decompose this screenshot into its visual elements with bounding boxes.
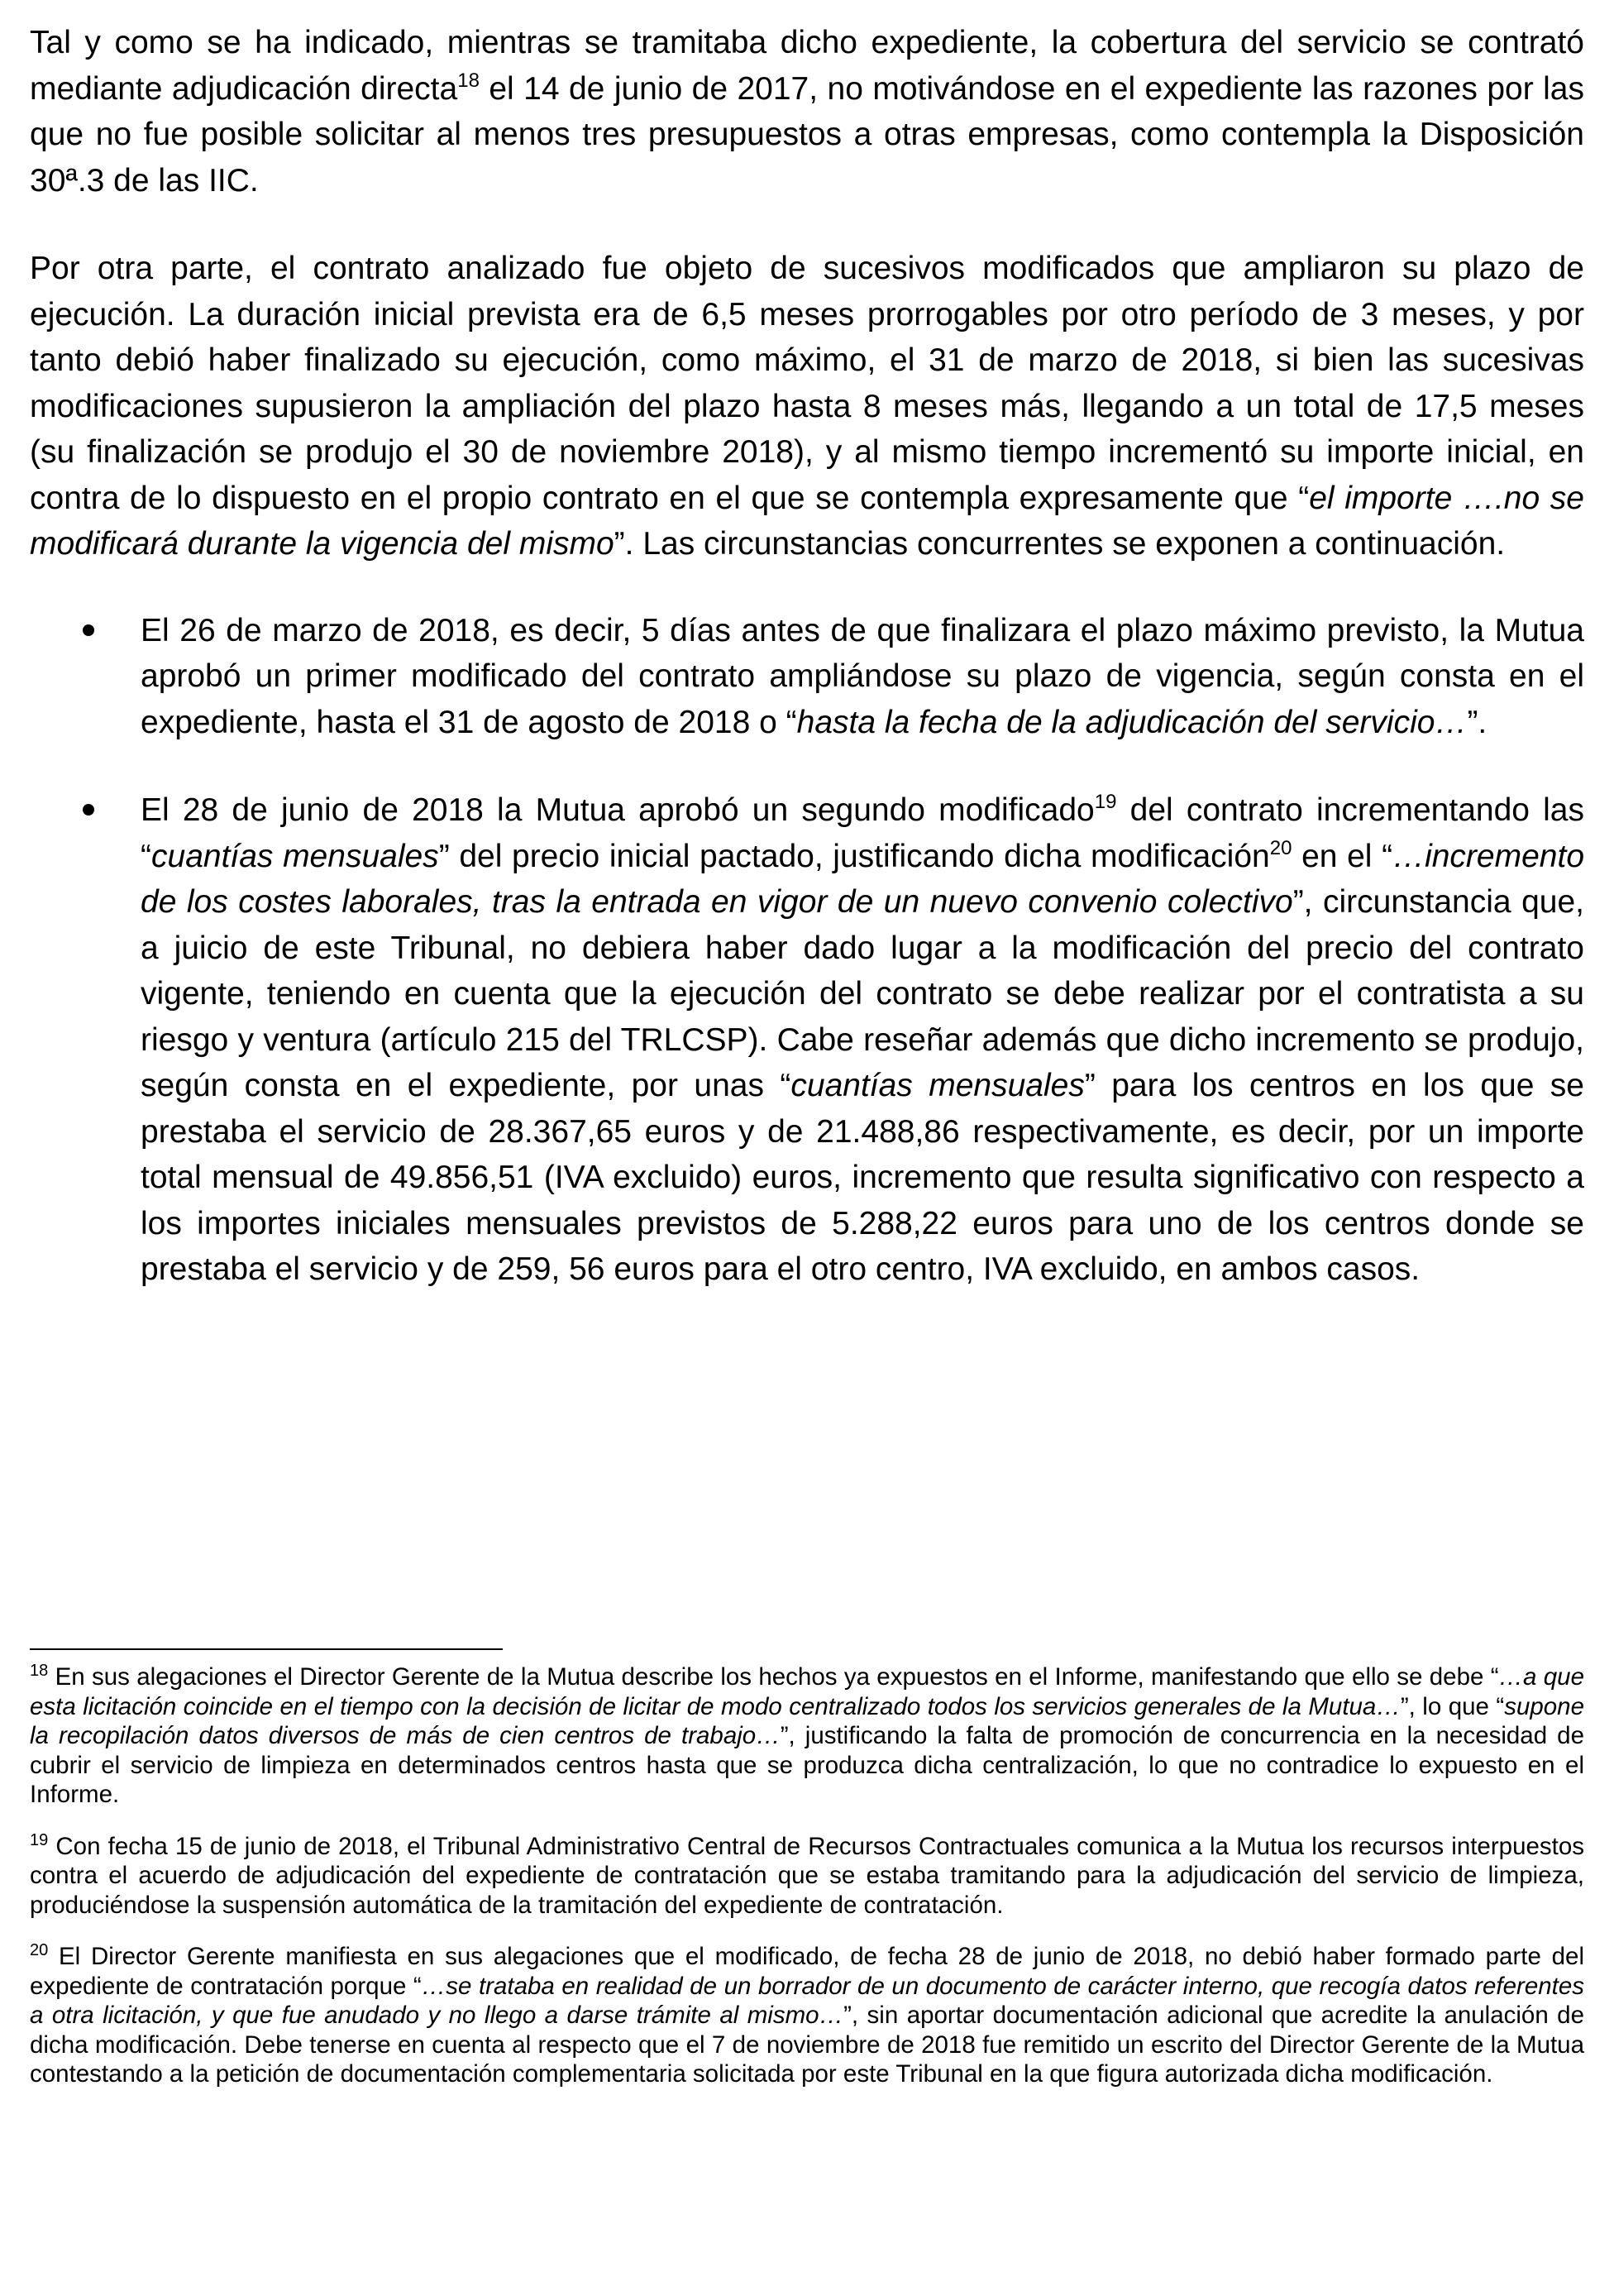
text: Con fecha 15 de junio de 2018, el Tribunal Administrativo Central de Recursos Contractuales comunica a la Mutua los recursos interpuestos contra el acuerdo de adjudicación del expediente de contratación que se estaba tramitando para la adjudicación del servicio de limpieza, produciéndose la suspensión automática de la tramitación del expediente de contratación. — [30, 1832, 1584, 1919]
quote-italic: …a que esta licitación coincide en el tiempo con la decisión de licitar de modo centralizado todos los servicios generales de la Mutua… — [30, 1663, 1584, 1720]
text: ”, circunstancia que, a juicio de este Tribunal, no debiera haber dado lugar a la modificación del precio del contrato vigente, teniendo en cuenta que la ejecución del contrato se debe realizar por el contratista a su riesgo y ventura (artículo 215 del TRLCSP). Cabe reseñar además que dicho incremento se produjo, según consta en el expediente, por unas “ — [141, 884, 1584, 1103]
text: El 28 de junio de 2018 la Mutua aprobó un segundo modificado — [141, 792, 1095, 828]
paragraph-adjudicacion-directa — [30, 20, 1584, 203]
text: el 14 de junio de 2017, no motivándose en el expediente las razones por las que no fue posible solicitar al menos tres presupuestos a otras empresas, como contempla la Disposición 30ª.3 de las IIC. — [30, 70, 1584, 199]
footnote-number: 18 — [30, 1662, 49, 1680]
footnote-ref-18[interactable]: 18 — [457, 69, 480, 92]
text: ”, lo que “ — [1400, 1692, 1505, 1720]
text: Por otra parte, el contrato analizado fue objeto de sucesivos modificados que ampliaron su plazo de ejecución. La duración inicial prevista era de 6,5 meses prorrogables por otro período de 3 meses, y por tanto debió haber finalizado su ejecución, como máximo, el 31 de marzo de 2018, si bien las sucesivas modificaciones supusieron la ampliación del plazo hasta 8 meses más, llegando a un total de 17,5 meses (su finalización se produjo el 30 de noviembre 2018), y al mismo tiempo incrementó su importe inicial, en contra de lo dispuesto en el propio contrato en el que se contempla expresamente que “ — [30, 251, 1584, 516]
document-body — [30, 20, 1584, 1293]
footnotes — [30, 1662, 1584, 2089]
bullet-list — [30, 608, 1584, 1293]
footnote-number: 20 — [30, 1941, 49, 1959]
text: En sus alegaciones el Director Gerente de la Mutua describe los hechos ya expuestos en el Informe, manifestando que ello se debe “ — [48, 1663, 1499, 1691]
quote-italic: cuantías mensuales — [151, 838, 439, 874]
text: El Director Gerente manifiesta en sus alegaciones que el modificado, de fecha 28 de junio de 2018, no debió haber formado parte del expediente de contratación porque “ — [30, 1943, 1584, 2000]
text: ”. — [1467, 704, 1487, 740]
text: en el “ — [1292, 838, 1393, 874]
text: Tal y como se ha indicado, mientras se tramitaba dicho expediente, la cobertura del servicio se contrató mediante adjudicación directa — [30, 25, 1584, 107]
quote-italic: …se trataba en realidad de un borrador de un documento de carácter interno, que recogía datos referentes a otra licitación, y que fue anudado y no llego a darse trámite al mismo… — [30, 1972, 1584, 2029]
text: El 26 de marzo de 2018, es decir, 5 días antes de que finalizara el plazo máximo previsto, la Mutua aprobó un primer modificado del contrato ampliándose su plazo de vigencia, según consta en el expediente, hasta el 31 de agosto de 2018 o “ — [141, 612, 1584, 740]
bullet-item-primer-modificado — [30, 608, 1584, 746]
footnote-20 — [30, 1942, 1584, 2089]
text: ” del precio inicial pactado, justificando dicha modificación — [438, 838, 1270, 874]
footnote-18 — [30, 1662, 1584, 1810]
text: ”. Las circunstancias concurrentes se exponen a continuación. — [614, 526, 1506, 562]
text: ” para los centros en los que se prestaba el servicio de 28.367,65 euros y de 21.488,86 respectivamente, es decir, por un importe total mensual de 49.856,51 (IVA excluido) euros, incremento que resulta significativo con respecto a los importes iniciales mensuales previstos de 5.288,22 euros para uno de los centros donde se prestaba el servicio y de 259, 56 euros para el otro centro, IVA excluido, en ambos casos. — [141, 1068, 1584, 1287]
footnote-ref-20[interactable]: 20 — [1269, 836, 1292, 859]
footnote-separator — [30, 1648, 503, 1650]
paragraph-modificados — [30, 246, 1584, 567]
text: ”, justificando la falta de promoción de concurrencia en la necesidad de cubrir el servicio de limpieza en determinados centros hasta que se produzca dicha centralización, lo que no contradice lo expuesto en el Informe. — [30, 1722, 1584, 1808]
footnote-number: 19 — [30, 1830, 49, 1849]
quote-italic: cuantías mensuales — [790, 1068, 1085, 1103]
text: ”, sin aportar documentación adicional que acredite la anulación de dicha modificación. Debe tenerse en cuenta al respecto que el 7 de noviembre de 2018 fue remitido un escrito del Director Gerente de la Mutua contestando a la petición de documentación complementaria solicitada por este Tribunal en la que figura autorizada dicha modificación. — [30, 2002, 1584, 2088]
bullet-icon — [83, 804, 94, 816]
quote-italic: supone la recopilación datos diversos de más de cien centros de trabajo… — [30, 1692, 1584, 1749]
footnote-19 — [30, 1832, 1584, 1921]
quote-italic: …incremento de los costes laborales, tras la entrada en vigor de un nuevo convenio colectivo — [141, 838, 1585, 920]
quote-italic: el importe ….no se modificará durante la vigencia del mismo — [30, 480, 1584, 562]
footnote-ref-19[interactable]: 19 — [1094, 791, 1117, 813]
text: del contrato incrementando las “ — [141, 792, 1584, 874]
quote-italic: hasta la fecha de la adjudicación del servicio… — [796, 704, 1468, 740]
bullet-item-segundo-modificado — [30, 787, 1584, 1293]
bullet-icon — [83, 624, 94, 636]
